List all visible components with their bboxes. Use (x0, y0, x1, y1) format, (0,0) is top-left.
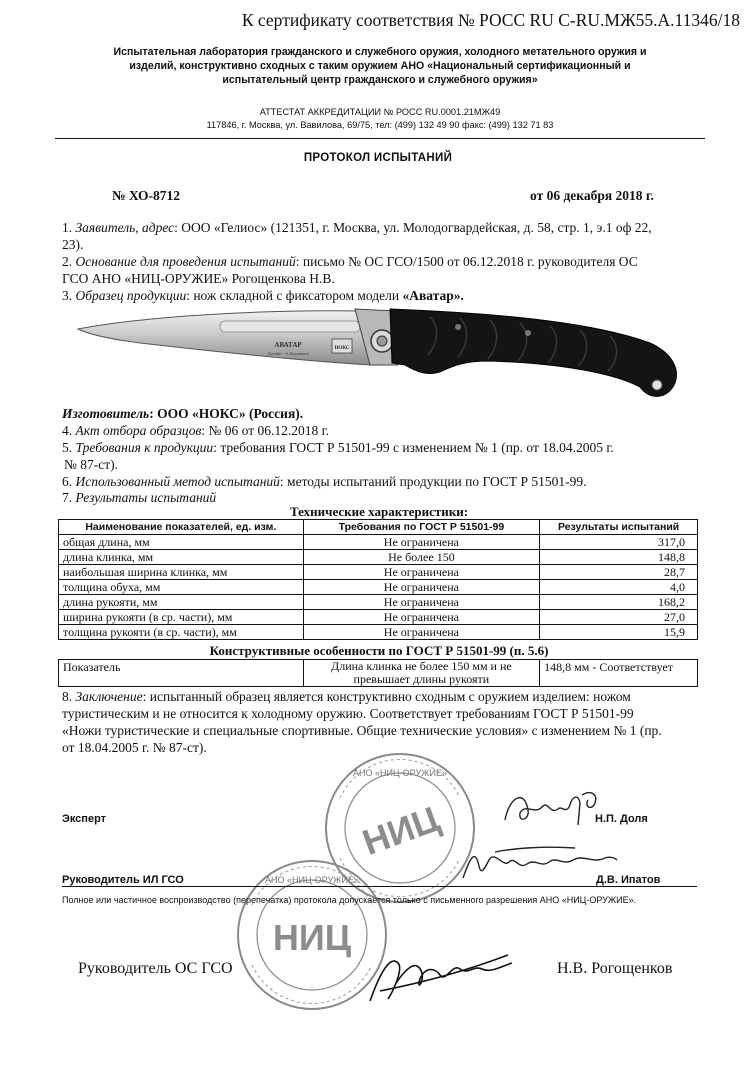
expert-name: Н.П. Доля (595, 813, 648, 825)
row-label: Показатель (59, 660, 304, 687)
item-text: : нож складной с фиксатором модели (186, 288, 403, 303)
expert-role: Эксперт (62, 813, 107, 825)
row-label: наибольшая ширина клинка, мм (59, 565, 304, 580)
table-row (59, 535, 698, 550)
blade-fuller (220, 321, 360, 332)
row-result: 168,2 (540, 595, 698, 610)
row-result: 148,8 мм - Соответствует (540, 660, 698, 687)
knife-image (70, 303, 690, 405)
row-label: толщина рукояти (в ср. части), мм (59, 625, 304, 640)
header-divider (55, 138, 705, 139)
signature-expert (500, 785, 610, 830)
blade-engraving-sub: Дизайн - А.Коржиков (267, 351, 309, 356)
item-label: Основание для проведения испытаний (75, 254, 296, 269)
table-row (59, 565, 698, 580)
item-text: : испытанный образец является конструктивно сходным с оружием изделием: ножом (142, 689, 631, 704)
item-text: от 18.04.2005 г. № 87-ст). (62, 740, 207, 755)
item-label: Образец продукции (75, 288, 187, 303)
item-text: 23). (62, 237, 84, 252)
row-result: 4,0 (540, 580, 698, 595)
item-basis: 2. Основание для проведения испытаний: письмо № ОС ГСО/1500 от 06.12.2018 г. руководителя ОС ГСО АНО «НИЦ-ОРУЖИЕ» Рогощенкова Н.В. (62, 253, 702, 287)
item-label: Заключение (75, 689, 143, 704)
knife-handle (390, 309, 676, 396)
protocol-date: от 06 декабря 2018 г. (530, 188, 654, 203)
item-text: : требования ГОСТ Р 51501-99 с изменением № 1 (пр. от 18.04.2005 г. (213, 440, 614, 455)
certificate-reference: К сертификату соответствия № РОСС RU С-RU.МЖ55.А.11346/18 (241, 10, 740, 30)
row-label: толщина обуха, мм (59, 580, 304, 595)
row-result: 15,9 (540, 625, 698, 640)
row-result: 28,7 (540, 565, 698, 580)
item-results: 7. Результаты испытаний (62, 490, 217, 505)
model-name: «Аватар». (402, 288, 464, 303)
item-sample: 3. Образец продукции: нож складной с фиксатором модели «Аватар». (62, 288, 464, 303)
stamp-center-text: НИЦ (272, 917, 352, 958)
protocol-title: ПРОТОКОЛ ИСПЫТАНИЙ (303, 152, 453, 164)
row-requirement: Не ограничена (303, 565, 540, 580)
row-requirement: Не ограничена (303, 580, 540, 595)
item-label: Результаты испытаний (75, 490, 217, 505)
item-applicant: 1. Заявитель, адрес: ООО «Гелиос» (121351, г. Москва, ул. Молодогвардейская, д. 58, стр. 1, э.1 оф 22, 23). (62, 219, 702, 253)
head-os-name: Н.В. Рогощенков (557, 960, 673, 977)
item-label: Изготовитель (62, 406, 150, 421)
item-text: ГСО АНО «НИЦ-ОРУЖИЕ» Рогощенкова Н.В. (62, 271, 335, 286)
item-label: Акт отбора образцов (75, 423, 202, 438)
item-text: : ООО «НОКС» (Россия). (149, 406, 304, 421)
item-text: : методы испытаний продукции по ГОСТ Р 51501-99. (279, 474, 587, 489)
head-lab-name: Д.В. Ипатов (596, 874, 661, 886)
protocol-number: № ХО-8712 (112, 188, 181, 203)
column-header: Результаты испытаний (540, 520, 698, 535)
item-method: 6. Использованный метод испытаний: методы испытаний продукции по ГОСТ Р 51501-99. (62, 474, 587, 489)
blade-logo-text: НОКС (334, 346, 350, 351)
item-text: «Ножи туристические и специальные спортивные. Общие технические условия» с изменением № 1 (пр. (62, 723, 662, 738)
row-result: 148,8 (540, 550, 698, 565)
item-requirements: 5. Требования к продукции: требования ГОСТ Р 51501-99 с изменением № 1 (пр. от 18.04.2005 г. № 87-ст). (62, 439, 702, 473)
row-result: 27,0 (540, 610, 698, 625)
signature-head-os (360, 943, 520, 1011)
accreditation-block (70, 106, 690, 132)
item-manufacturer (62, 405, 702, 422)
head-os-role: Руководитель ОС ГСО (78, 960, 233, 977)
table-row (59, 580, 698, 595)
lab-name (70, 45, 690, 87)
row-requirement: Не более 150 (303, 550, 540, 565)
row-requirement: Не ограничена (303, 595, 540, 610)
row-label: ширина рукояти (в ср. части), мм (59, 610, 304, 625)
item-text: : № 06 от 06.12.2018 г. (201, 423, 330, 438)
knife-blade (78, 311, 370, 365)
item-label: Использованный метод испытаний (75, 474, 280, 489)
constr-table (58, 659, 698, 687)
stamp-center-text: НИЦ (357, 797, 445, 863)
tech-table-title: Технические характеристики: (289, 504, 469, 519)
lab-name-line: испытательный центр гражданского и служебного оружия» (222, 74, 538, 86)
table-header-row (59, 520, 698, 535)
column-header: Наименование показателей, ед. изм. (59, 520, 304, 535)
row-result: 317,0 (540, 535, 698, 550)
blade-engraving: АВАТАР (274, 341, 302, 349)
row-label: общая длина, мм (59, 535, 304, 550)
table-row (59, 595, 698, 610)
row-label: длина клинка, мм (59, 550, 304, 565)
column-header: Требования по ГОСТ Р 51501-99 (303, 520, 540, 535)
row-requirement: Длина клинка не более 150 мм и не превышает длины рукояти (303, 660, 540, 687)
item-text: № 87-ст). (64, 457, 119, 472)
item-sampling-act: 4. Акт отбора образцов: № 06 от 06.12.2018 г. (62, 423, 330, 438)
signature-underline (62, 886, 697, 887)
table-row (59, 550, 698, 565)
item-label: Заявитель, адрес (75, 220, 175, 235)
lab-name-line: изделий, конструктивно сходных с таким оружием АНО «Национальный сертификационный и (129, 60, 631, 72)
head-lab-role: Руководитель ИЛ ГСО (62, 874, 184, 886)
row-requirement: Не ограничена (303, 610, 540, 625)
table-row (59, 660, 698, 687)
lab-address: 117846, г. Москва, ул. Вавилова, 69/75, тел: (499) 132 49 90 факс: (499) 132 71 83 (206, 120, 554, 130)
reproduction-notice: Полное или частичное воспроизводство (перепечатка) протокола допускается только с письменного разрешения АНО «НИЦ-ОРУЖИЕ». (62, 895, 637, 905)
row-requirement: Не ограничена (303, 625, 540, 640)
row-label: длина рукояти, мм (59, 595, 304, 610)
table-row (59, 610, 698, 625)
row-requirement: Не ограничена (303, 535, 540, 550)
table-row (59, 625, 698, 640)
item-text: : ООО «Гелиос» (121351, г. Москва, ул. Молодогвардейская, д. 58, стр. 1, э.1 оф 22, (174, 220, 652, 235)
item-label: Требования к продукции (75, 440, 214, 455)
tech-table (58, 519, 698, 640)
item-text: : письмо № ОС ГСО/1500 от 06.12.2018 г. руководителя ОС (295, 254, 638, 269)
accreditation-number: АТТЕСТАТ АККРЕДИТАЦИИ № РОСС RU.0001.21МЖ49 (259, 107, 501, 117)
lab-name-line: Испытательная лаборатория гражданского и служебного оружия, холодного метательного оружия и (113, 46, 647, 58)
constr-table-title: Конструктивные особенности по ГОСТ Р 51501-99 (п. 5.6) (209, 643, 549, 658)
stamp-ring-text: АНО «НИЦ-ОРУЖИЕ» (353, 768, 447, 778)
conclusion: 8. Заключение: испытанный образец является конструктивно сходным с оружием изделием: ножом туристическим и не относится к холодному оружию. Соответствует требованиям ГОСТ Р 51501-99 «Ножи туристические и специальные спортивные. Общие технические условия» с изменением № 1 (пр. от 18.04.2005 г. № 87-ст). (62, 688, 702, 756)
item-text: туристическим и не относится к холодному оружию. Соответствует требованиям ГОСТ Р 51501-99 (62, 706, 634, 721)
stamp-ring-text: АНО «НИЦ-ОРУЖИЕ» (265, 875, 359, 885)
